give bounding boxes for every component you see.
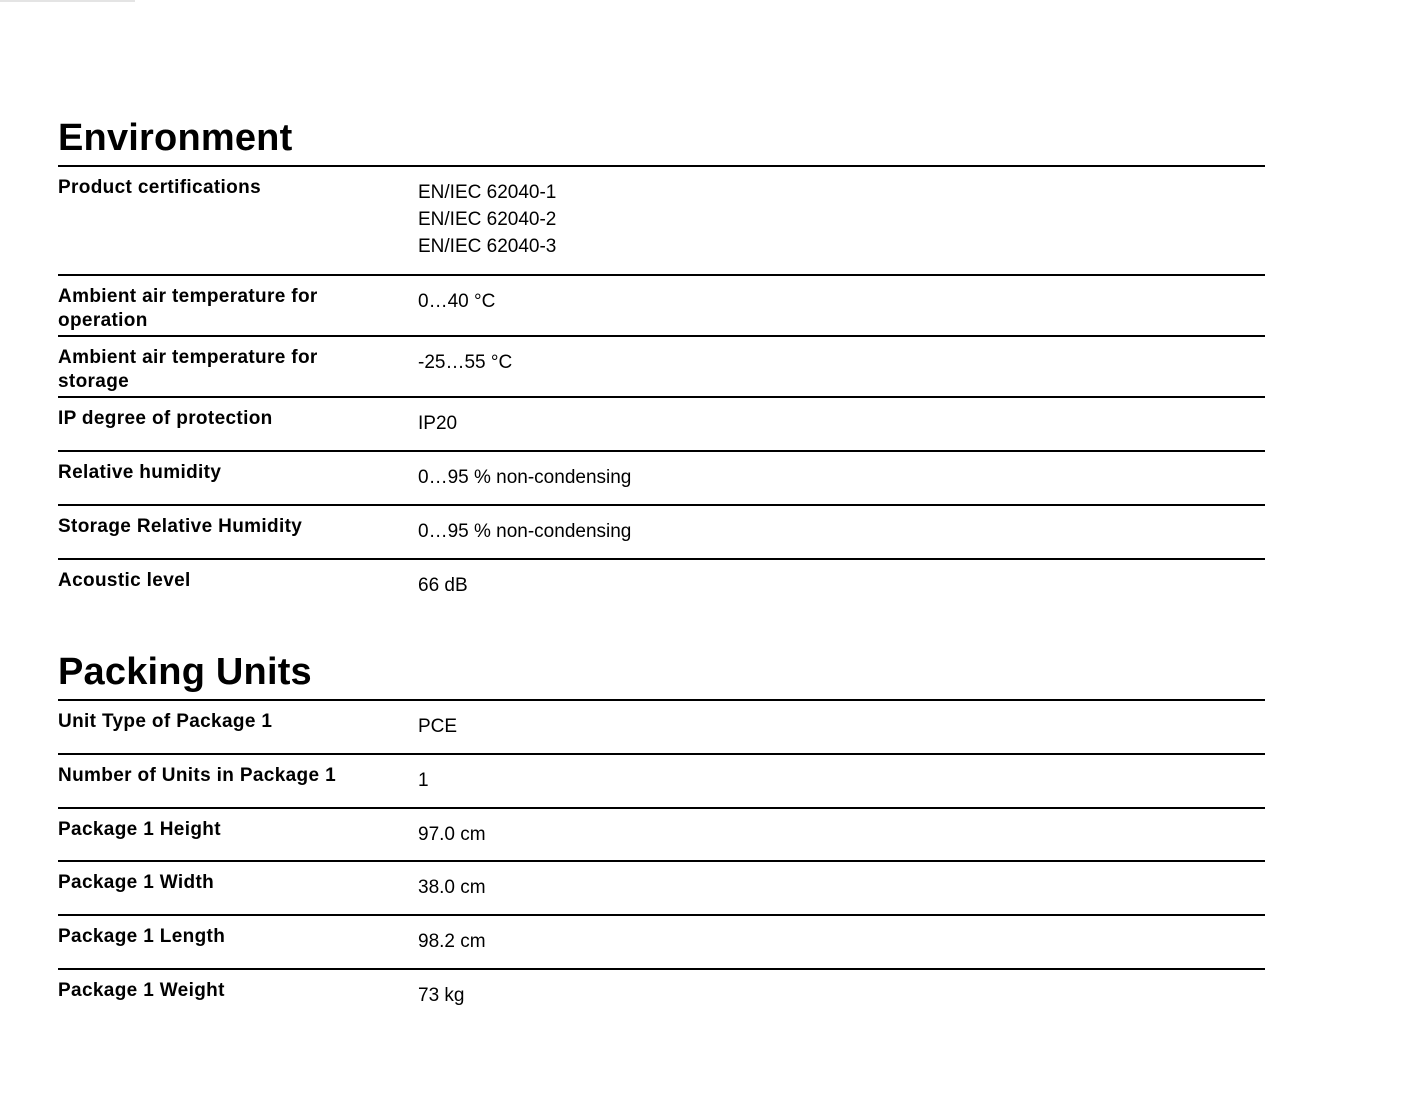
spec-value	[418, 874, 1238, 901]
top-edge-strip	[0, 0, 135, 2]
spec-value	[418, 928, 1238, 955]
spec-row-package-weight	[58, 970, 1265, 1024]
spec-value-line: EN/IEC 62040-3	[418, 236, 557, 257]
spec-row-product-certifications	[58, 167, 1265, 276]
spec-row-operation-temperature	[58, 276, 1265, 337]
spec-row-storage-temperature	[58, 337, 1265, 398]
spec-label: Package 1 Width	[58, 872, 215, 893]
spec-row-unit-type	[58, 701, 1265, 755]
spec-value-line: 38.0 cm	[418, 877, 486, 898]
spec-label: Ambient air temperature for operation	[58, 286, 318, 331]
spec-label: Package 1 Height	[58, 819, 221, 840]
spec-row-package-width	[58, 862, 1265, 916]
spec-row-ip-protection	[58, 398, 1265, 452]
spec-label: Relative humidity	[58, 462, 222, 483]
spec-label: Acoustic level	[58, 570, 191, 591]
spec-row-relative-humidity	[58, 452, 1265, 506]
spec-row-package-height	[58, 809, 1265, 862]
spec-value-line: 0…40 °C	[418, 291, 496, 312]
spec-label: Unit Type of Package 1	[58, 711, 273, 732]
spec-value	[418, 767, 1238, 794]
spec-value-line: -25…55 °C	[418, 352, 513, 373]
spec-value-line: 66 dB	[418, 575, 468, 596]
spec-row-number-of-units	[58, 755, 1265, 809]
spec-label: Number of Units in Package 1	[58, 765, 336, 786]
spec-value-line: EN/IEC 62040-1	[418, 182, 557, 203]
spec-value-line: EN/IEC 62040-2	[418, 209, 557, 230]
spec-value	[418, 288, 1238, 315]
spec-value	[418, 713, 1238, 740]
spec-label: Storage Relative Humidity	[58, 516, 303, 537]
packing-units-section-title: Packing Units	[58, 651, 312, 693]
spec-value	[418, 518, 1238, 545]
spec-value	[418, 464, 1238, 491]
spec-row-package-length	[58, 916, 1265, 970]
spec-label: Package 1 Length	[58, 926, 226, 947]
spec-value-line: 1	[418, 770, 429, 791]
spec-value-line: 0…95 % non-condensing	[418, 521, 632, 542]
spec-row-storage-relative-humidity	[58, 506, 1265, 560]
spec-value	[418, 821, 1238, 848]
spec-row-acoustic-level	[58, 560, 1265, 614]
spec-value-line: 98.2 cm	[418, 931, 486, 952]
environment-section-title: Environment	[58, 117, 293, 159]
spec-label: Product certifications	[58, 177, 262, 198]
spec-value	[418, 572, 1238, 599]
spec-value	[418, 982, 1238, 1009]
spec-label: Package 1 Weight	[58, 980, 225, 1001]
spec-value	[418, 410, 1238, 437]
spec-value-line: 73 kg	[418, 985, 465, 1006]
spec-label: Ambient air temperature for storage	[58, 347, 318, 392]
spec-value-line: 0…95 % non-condensing	[418, 467, 632, 488]
spec-value-line: PCE	[418, 716, 458, 737]
spec-label: IP degree of protection	[58, 408, 273, 429]
spec-value-line: IP20	[418, 413, 458, 434]
spec-value	[418, 349, 1238, 376]
spec-value-line: 97.0 cm	[418, 824, 486, 845]
spec-value	[418, 179, 1238, 260]
